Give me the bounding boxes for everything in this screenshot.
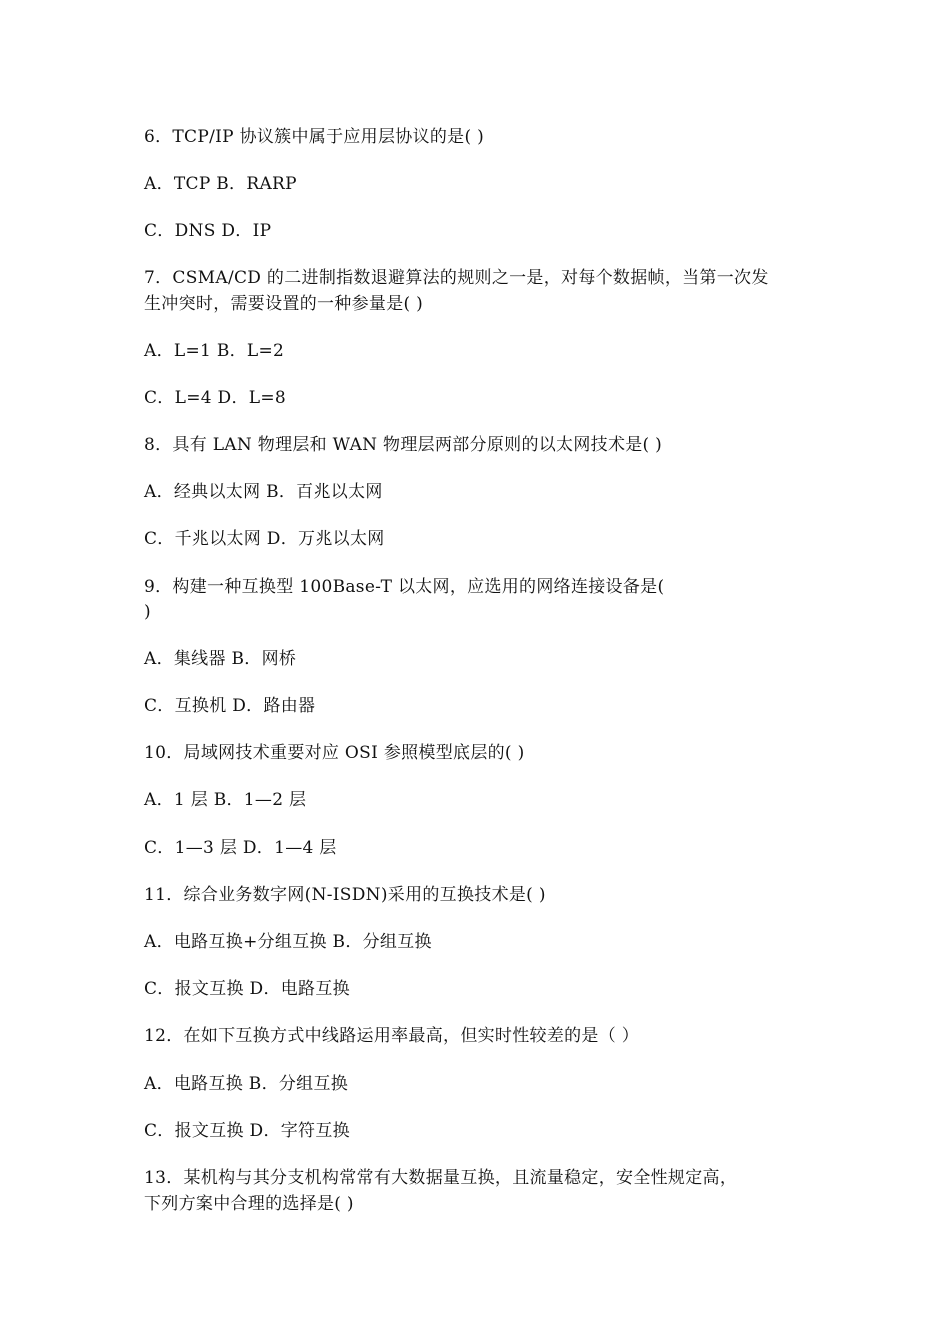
question-7-stem-line-2: 生冲突时，需要设置的一种参量是( ) bbox=[144, 294, 424, 314]
question-7-options-ab: A．L=1 B．L=2 bbox=[144, 341, 285, 361]
question-6-options-ab: A．TCP B．RARP bbox=[144, 174, 297, 194]
question-8-options-cd: C．千兆以太网 D．万兆以太网 bbox=[144, 529, 385, 549]
question-9-options-cd: C．互换机 D．路由器 bbox=[144, 696, 316, 716]
question-8-options-ab: A．经典以太网 B．百兆以太网 bbox=[144, 482, 383, 502]
question-6-stem: 6．TCP/IP 协议簇中属于应用层协议的是( ) bbox=[144, 127, 485, 147]
question-13-stem-line-1: 13．某机构与其分支机构常常有大数据量互换，且流量稳定，安全性规定高， bbox=[144, 1168, 738, 1188]
question-11-options-ab: A．电路互换+分组互换 B．分组互换 bbox=[144, 932, 432, 952]
question-12-stem: 12．在如下互换方式中线路运用率最高，但实时性较差的是（ ） bbox=[144, 1026, 640, 1046]
question-9-options-ab: A．集线器 B．网桥 bbox=[144, 649, 297, 669]
question-12-options-cd: C．报文互换 D．字符互换 bbox=[144, 1121, 350, 1141]
question-9-stem-line-1: 9．构建一种互换型 100Base-T 以太网，应选用的网络连接设备是( bbox=[144, 577, 665, 597]
question-13-stem-line-2: 下列方案中合理的选择是( ) bbox=[144, 1194, 354, 1214]
question-10-options-ab: A．1 层 B．1—2 层 bbox=[144, 790, 307, 810]
question-11-stem: 11．综合业务数字网(N-ISDN)采用的互换技术是( ) bbox=[144, 885, 546, 905]
question-7-stem-line-1: 7．CSMA/CD 的二进制指数退避算法的规则之一是，对每个数据帧，当第一次发 bbox=[144, 268, 769, 288]
question-6-options-cd: C．DNS D．IP bbox=[144, 221, 272, 241]
question-10-stem: 10．局域网技术重要对应 OSI 参照模型底层的( ) bbox=[144, 743, 525, 763]
question-11-options-cd: C．报文互换 D．电路互换 bbox=[144, 979, 350, 999]
question-12-options-ab: A．电路互换 B．分组互换 bbox=[144, 1074, 349, 1094]
question-9-stem-line-2: ) bbox=[144, 602, 151, 622]
question-7-options-cd: C．L=4 D．L=8 bbox=[144, 388, 287, 408]
question-10-options-cd: C．1—3 层 D．1—4 层 bbox=[144, 838, 337, 858]
question-8-stem: 8．具有 LAN 物理层和 WAN 物理层两部分原则的以太网技术是( ) bbox=[144, 435, 663, 455]
